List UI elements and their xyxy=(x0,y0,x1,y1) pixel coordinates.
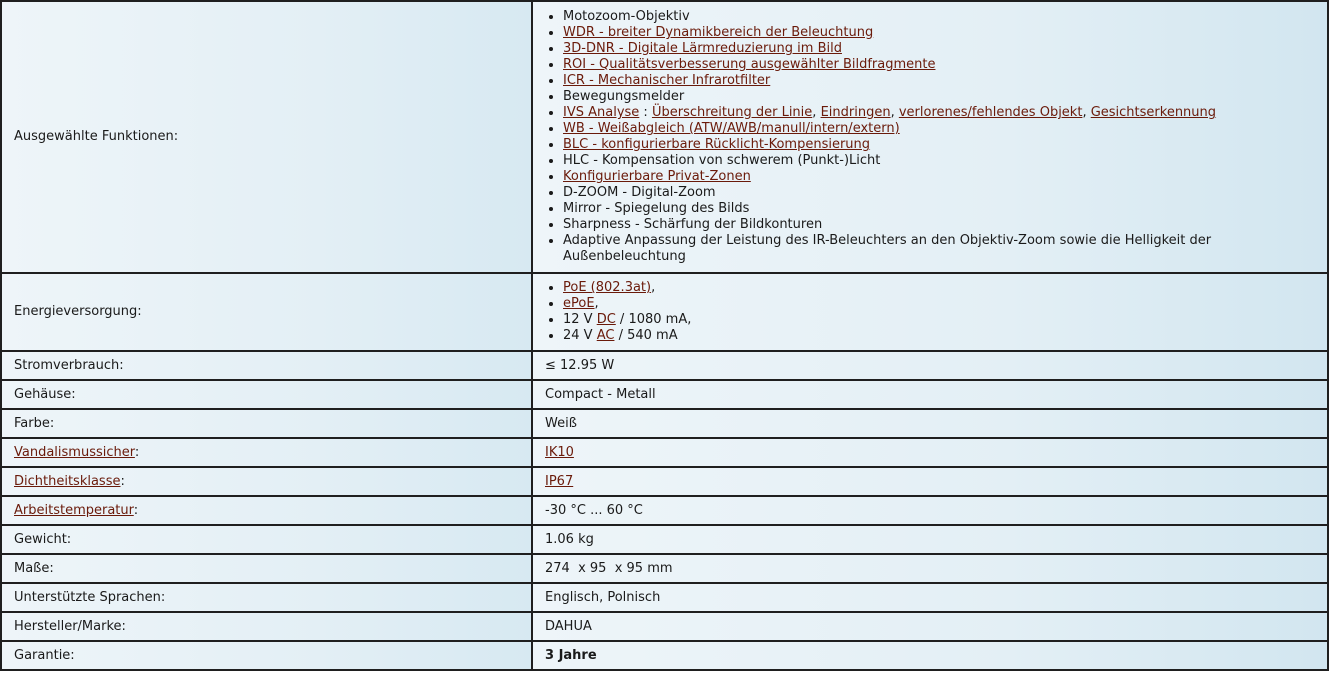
table-row xyxy=(1,496,1328,525)
roi-link[interactable]: ROI - Qualitätsverbesserung ausgewählter Bildfragmente xyxy=(563,57,936,72)
color-value: Weiß xyxy=(532,409,1328,438)
ac-current: / 540 mA xyxy=(614,328,678,343)
list-item xyxy=(563,312,1315,328)
lost-object-link[interactable]: verlorenes/fehlendes Objekt xyxy=(898,105,1083,120)
ingress-link[interactable]: Dichtheitsklasse xyxy=(14,473,121,489)
ivs-link[interactable]: IVS Analyse xyxy=(563,105,640,120)
table-row xyxy=(1,583,1328,612)
wdr-link[interactable]: WDR - breiter Dynamikbereich der Beleuchtung xyxy=(563,25,874,40)
table-row xyxy=(1,612,1328,641)
warranty-value: 3 Jahre xyxy=(532,641,1328,670)
wb-link[interactable]: WB - Weißabgleich (ATW/AWB/manull/intern/extern) xyxy=(563,121,900,136)
epoe-link[interactable]: ePoE xyxy=(563,296,595,311)
table-row xyxy=(1,409,1328,438)
list-item xyxy=(563,169,1315,185)
vandal-label-cell: Vandalismussicher: xyxy=(1,438,532,467)
list-item: • Bewegungsmelder xyxy=(563,89,1315,105)
features-list xyxy=(545,9,1315,265)
ik10-link[interactable]: IK10 xyxy=(545,444,574,460)
list-item xyxy=(563,73,1315,89)
list-item: • Adaptive Anpassung der Leistung des IR-Beleuchters an den Objektiv-Zoom sowie die Helligkeit der Außenbeleuchtung xyxy=(563,233,1315,265)
consumption-value: ≤ 12.95 W xyxy=(532,351,1328,380)
power-list xyxy=(545,280,1315,344)
dc-voltage: 12 V xyxy=(563,312,597,327)
blc-link[interactable]: BLC - konfigurierbare Rücklicht-Kompensierung xyxy=(563,137,871,152)
languages-label: Unterstützte Sprachen: xyxy=(1,583,532,612)
ingress-value-cell xyxy=(532,467,1328,496)
housing-value: Compact - Metall xyxy=(532,380,1328,409)
table-row xyxy=(1,380,1328,409)
list-item: • Mirror - Spiegelung des Bilds xyxy=(563,201,1315,217)
languages-value: Englisch, Polnisch xyxy=(532,583,1328,612)
vandal-link[interactable]: Vandalismussicher xyxy=(14,444,135,460)
warranty-label: Garantie: xyxy=(1,641,532,670)
ingress-label-cell: Dichtheitsklasse: xyxy=(1,467,532,496)
features-label: Ausgewählte Funktionen: xyxy=(1,1,532,273)
weight-value: 1.06 kg xyxy=(532,525,1328,554)
list-item: • IVS Analyse : Überschreitung der Linie, Eindringen, verlorenes/fehlendes Objekt, Gesichtserkennung xyxy=(563,105,1315,121)
power-label: Energieversorgung: xyxy=(1,273,532,351)
privacy-zones-link[interactable]: Konfigurierbare Privat-Zonen xyxy=(563,169,751,184)
table-row xyxy=(1,525,1328,554)
table-row xyxy=(1,641,1328,670)
brand-value: DAHUA xyxy=(532,612,1328,641)
dimensions-value: 274 x 95 x 95 mm xyxy=(532,554,1328,583)
table-row xyxy=(1,273,1328,351)
consumption-label: Stromverbrauch: xyxy=(1,351,532,380)
list-item xyxy=(563,25,1315,41)
list-item xyxy=(563,57,1315,73)
table-row xyxy=(1,351,1328,380)
features-value xyxy=(532,1,1328,273)
table-row xyxy=(1,467,1328,496)
temperature-link[interactable]: Arbeitstemperatur xyxy=(14,502,134,518)
color-label: Farbe: xyxy=(1,409,532,438)
ip67-link[interactable]: IP67 xyxy=(545,473,574,489)
intrusion-link[interactable]: Eindringen xyxy=(820,105,891,120)
ac-voltage: 24 V xyxy=(563,328,597,343)
housing-label: Gehäuse: xyxy=(1,380,532,409)
table-row xyxy=(1,554,1328,583)
ivs-separator: : xyxy=(639,105,652,120)
brand-label: Hersteller/Marke: xyxy=(1,612,532,641)
vandal-value-cell xyxy=(532,438,1328,467)
line-crossing-link[interactable]: Überschreitung der Linie xyxy=(651,105,813,120)
list-item xyxy=(563,41,1315,57)
dc-current: / 1080 mA, xyxy=(615,312,692,327)
temperature-label-cell: Arbeitstemperatur: xyxy=(1,496,532,525)
list-item xyxy=(563,121,1315,137)
list-item: • Motozoom-Objektiv xyxy=(563,9,1315,25)
weight-label: Gewicht: xyxy=(1,525,532,554)
list-item: • Sharpness - Schärfung der Bildkonturen xyxy=(563,217,1315,233)
list-item: • PoE (802.3at), xyxy=(563,280,1315,296)
power-value xyxy=(532,273,1328,351)
temperature-value: -30 °C ... 60 °C xyxy=(532,496,1328,525)
list-item xyxy=(563,137,1315,153)
list-item: • ePoE, xyxy=(563,296,1315,312)
3d-dnr-link[interactable]: 3D-DNR - Digitale Lärmreduzierung im Bild xyxy=(563,41,842,56)
list-item: • HLC - Kompensation von schwerem (Punkt-)Licht xyxy=(563,153,1315,169)
dimensions-label: Maße: xyxy=(1,554,532,583)
poe-link[interactable]: PoE (802.3at) xyxy=(563,280,652,295)
table-row xyxy=(1,438,1328,467)
dc-link[interactable]: DC xyxy=(596,312,616,327)
list-item xyxy=(563,328,1315,344)
face-detection-link[interactable]: Gesichtserkennung xyxy=(1090,105,1217,120)
icr-link[interactable]: ICR - Mechanischer Infrarotfilter xyxy=(563,73,771,88)
ac-link[interactable]: AC xyxy=(596,328,615,343)
list-item: • D-ZOOM - Digital-Zoom xyxy=(563,185,1315,201)
table-row xyxy=(1,1,1328,273)
